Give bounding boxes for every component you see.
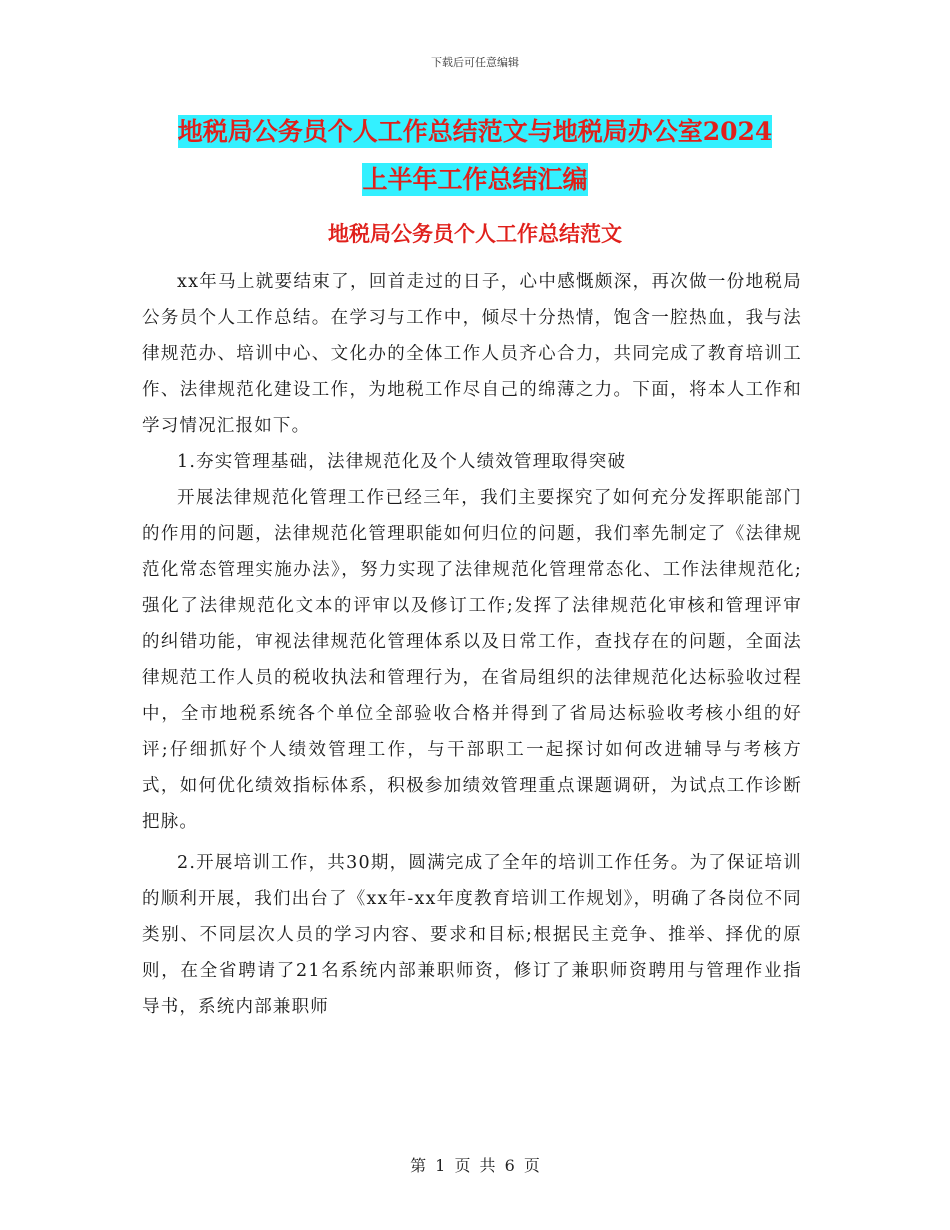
paragraph-training: 2.开展培训工作，共30期，圆满完成了全年的培训工作任务。为了保证培训的顺利开展，我们出台了《xx年-xx年度教育培训工作规划》，明确了各岗位不同类别、不同层次人员的学习内容、要求和目标;根据民主竞争、推举、择优的原则，在全省聘请了21名系统内部兼职师资，修订了兼职师资聘用与管理作业指导书，系统内部兼职师 — [142, 853, 802, 1017]
paragraph-intro: xx年马上就要结束了，回首走过的日子，心中感慨颇深，再次做一份地税局公务员个人工作总结。在学习与工作中，倾尽十分热情，饱含一腔热血，我与法律规范办、培训中心、文化办的全体工作人员齐心合力，共同完成了教育培训工作、法律规范化建设工作，为地税工作尽自己的绵薄之力。下面，将本人工作和学习情况汇报如下。 — [142, 272, 802, 436]
page-footer: 第 1 页 共 6 页 — [410, 1156, 540, 1175]
document-title-line-2: 上半年工作总结汇编 — [362, 165, 588, 194]
paragraph-legal-standardization: 开展法律规范化管理工作已经三年，我们主要探究了如何充分发挥职能部门的作用的问题，法律规范化管理职能如何归位的问题，我们率先制定了《法律规范化常态管理实施办法》，努力实现了法律规范化管理常态化、工作法律规范化;强化了法律规范化文本的评审以及修订工作;发挥了法律规范化审核和管理评审的纠错功能，审视法律规范化管理体系以及日常工作，查找存在的问题，全面法律规范工作人员的税收执法和管理行为，在省局组织的法律规范化达标验收过程中，全市地税系统各个单位全部验收合格并得到了省局达标验收考核小组的好评;仔细抓好个人绩效管理工作，与干部职工一起探讨如何改进辅导与考核方式，如何优化绩效指标体系，积极参加绩效管理重点课题调研，为试点工作诊断把脉。 — [142, 488, 802, 832]
paragraph-heading-1: 1.夯实管理基础，法律规范化及个人绩效管理取得突破 — [177, 452, 627, 472]
document-title — [120, 108, 830, 204]
header-note: 下载后可任意编辑 — [431, 56, 519, 69]
document-body — [142, 264, 802, 1025]
section-title: 地税局公务员个人工作总结范文 — [328, 221, 622, 246]
document-title-line-1: 地税局公务员个人工作总结范文与地税局办公室2024 — [177, 117, 773, 146]
